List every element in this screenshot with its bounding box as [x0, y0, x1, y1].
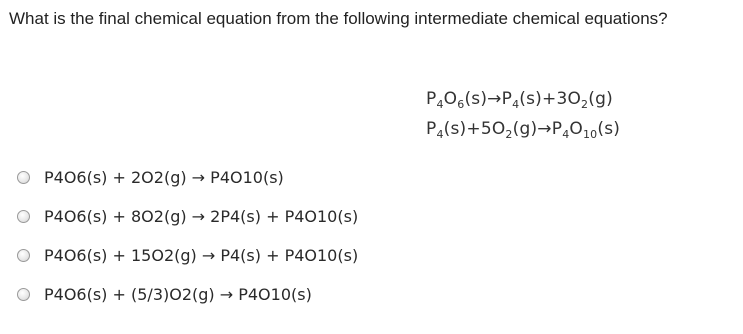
answer-option-4[interactable]: [0, 277, 743, 316]
question-text: What is the final chemical equation from the following intermediate chemical equations?: [9, 9, 668, 28]
radio-button[interactable]: [17, 249, 30, 262]
answer-option-label: P4O6(s) + 15O2(g) → P4(s) + P4O10(s): [44, 246, 359, 265]
radio-button[interactable]: [17, 210, 30, 223]
answer-option-1[interactable]: [0, 160, 743, 199]
answer-option-2[interactable]: [0, 199, 743, 238]
answer-option-3[interactable]: [0, 238, 743, 277]
answer-option-label: P4O6(s) + 2O2(g) → P4O10(s): [44, 168, 284, 187]
answer-option-label: P4O6(s) + 8O2(g) → 2P4(s) + P4O10(s): [44, 207, 359, 226]
intermediate-equation-2: $P_4(s)+5O_2(g)\to P_4O_{10}(s)$: [426, 119, 621, 141]
answer-options: [0, 160, 743, 316]
intermediate-equations: [426, 84, 620, 144]
radio-button[interactable]: [17, 288, 30, 301]
answer-option-label: P4O6(s) + (5/3)O2(g) → P4O10(s): [44, 285, 312, 304]
intermediate-equation-1: $P_4O_6(s)\to P_4(s)+3O_2(g)$: [426, 89, 613, 111]
radio-button[interactable]: [17, 171, 30, 184]
